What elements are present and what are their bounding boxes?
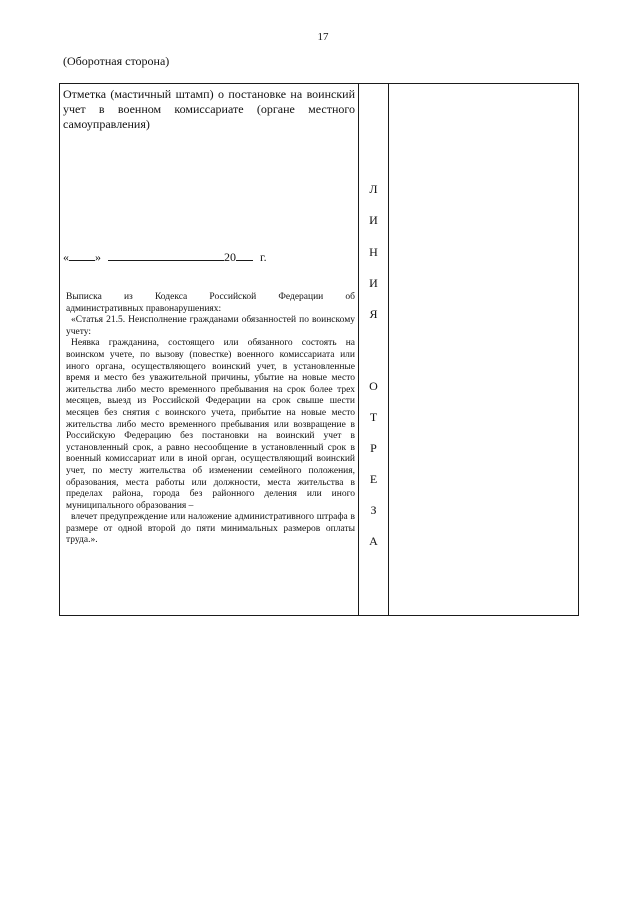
month-blank [108,250,224,261]
cut-line-letter: Я [369,307,378,321]
cut-line-letter: З [370,503,377,517]
date-line [63,250,267,265]
stamp-column [60,84,359,615]
cut-line-letter: О [369,379,378,393]
reverse-side-label: (Оборотная сторона) [63,54,170,68]
cut-line-letter: И [369,276,378,290]
day-blank [69,250,95,261]
cut-line-letter: Р [370,441,377,455]
extract-article-title: «Статья 21.5. Неисполнение гражданами обязанностей по воинскому учету: [66,315,355,337]
extract-intro-line2: административных правонарушениях: [66,303,222,314]
cut-line-letter: Н [369,245,378,259]
cut-line-letter: А [369,534,378,548]
form-frame [59,83,579,616]
cut-line-letter: Т [369,410,378,424]
extract-intro-line1: Выписка из Кодекса Российской Федерации об [66,292,355,302]
cut-line-letter: Е [369,472,378,486]
stamp-note: Отметка (мастичный штамп) о постановке на воинский учет в военном комиссариате (органе местного самоуправления) [63,87,355,131]
date-open-quote: « [63,250,69,264]
year-blank [236,250,253,261]
cut-line-column [359,84,389,615]
tear-off-column [389,84,578,615]
date-close-quote: » [95,250,101,264]
cut-line-letter: Л [369,182,378,196]
page-number: 17 [317,31,329,43]
year-suffix: г. [260,250,267,264]
cut-line-letter: И [369,213,378,227]
year-prefix: 20 [224,250,236,264]
extract-penalty: влечет предупреждение или наложение административного штрафа в размере от одной второй до пяти минимальных размеров оплаты труда.». [66,512,355,546]
extract-article-body: Неявка гражданина, состоящего или обязанного состоять на воинском учете, по вызову (повестке) военного комиссариата или иного органа, осуществляющего воинский учет, в установленные время и место без уважительной причины, убытие на новые место жительства либо место временного пребывания на срок более трех месяцев, выезд из Российской Федерации на срок свыше шести месяцев без снятия с воинского учета, прибытие на новые место жительства либо место временного пребывания или возвращение в Российскую Федерацию без постановки на воинский учет в установленный срок, а равно несообщение в установленный срок в военный комиссариат или в иной орган, осуществляющий воинский учет, по месту жительства об изменении семейного положения, образования, места работы или должности, места жительства в пределах района, города без районного деления или иного муниципального образования – [66,338,355,511]
code-extract [66,292,355,547]
